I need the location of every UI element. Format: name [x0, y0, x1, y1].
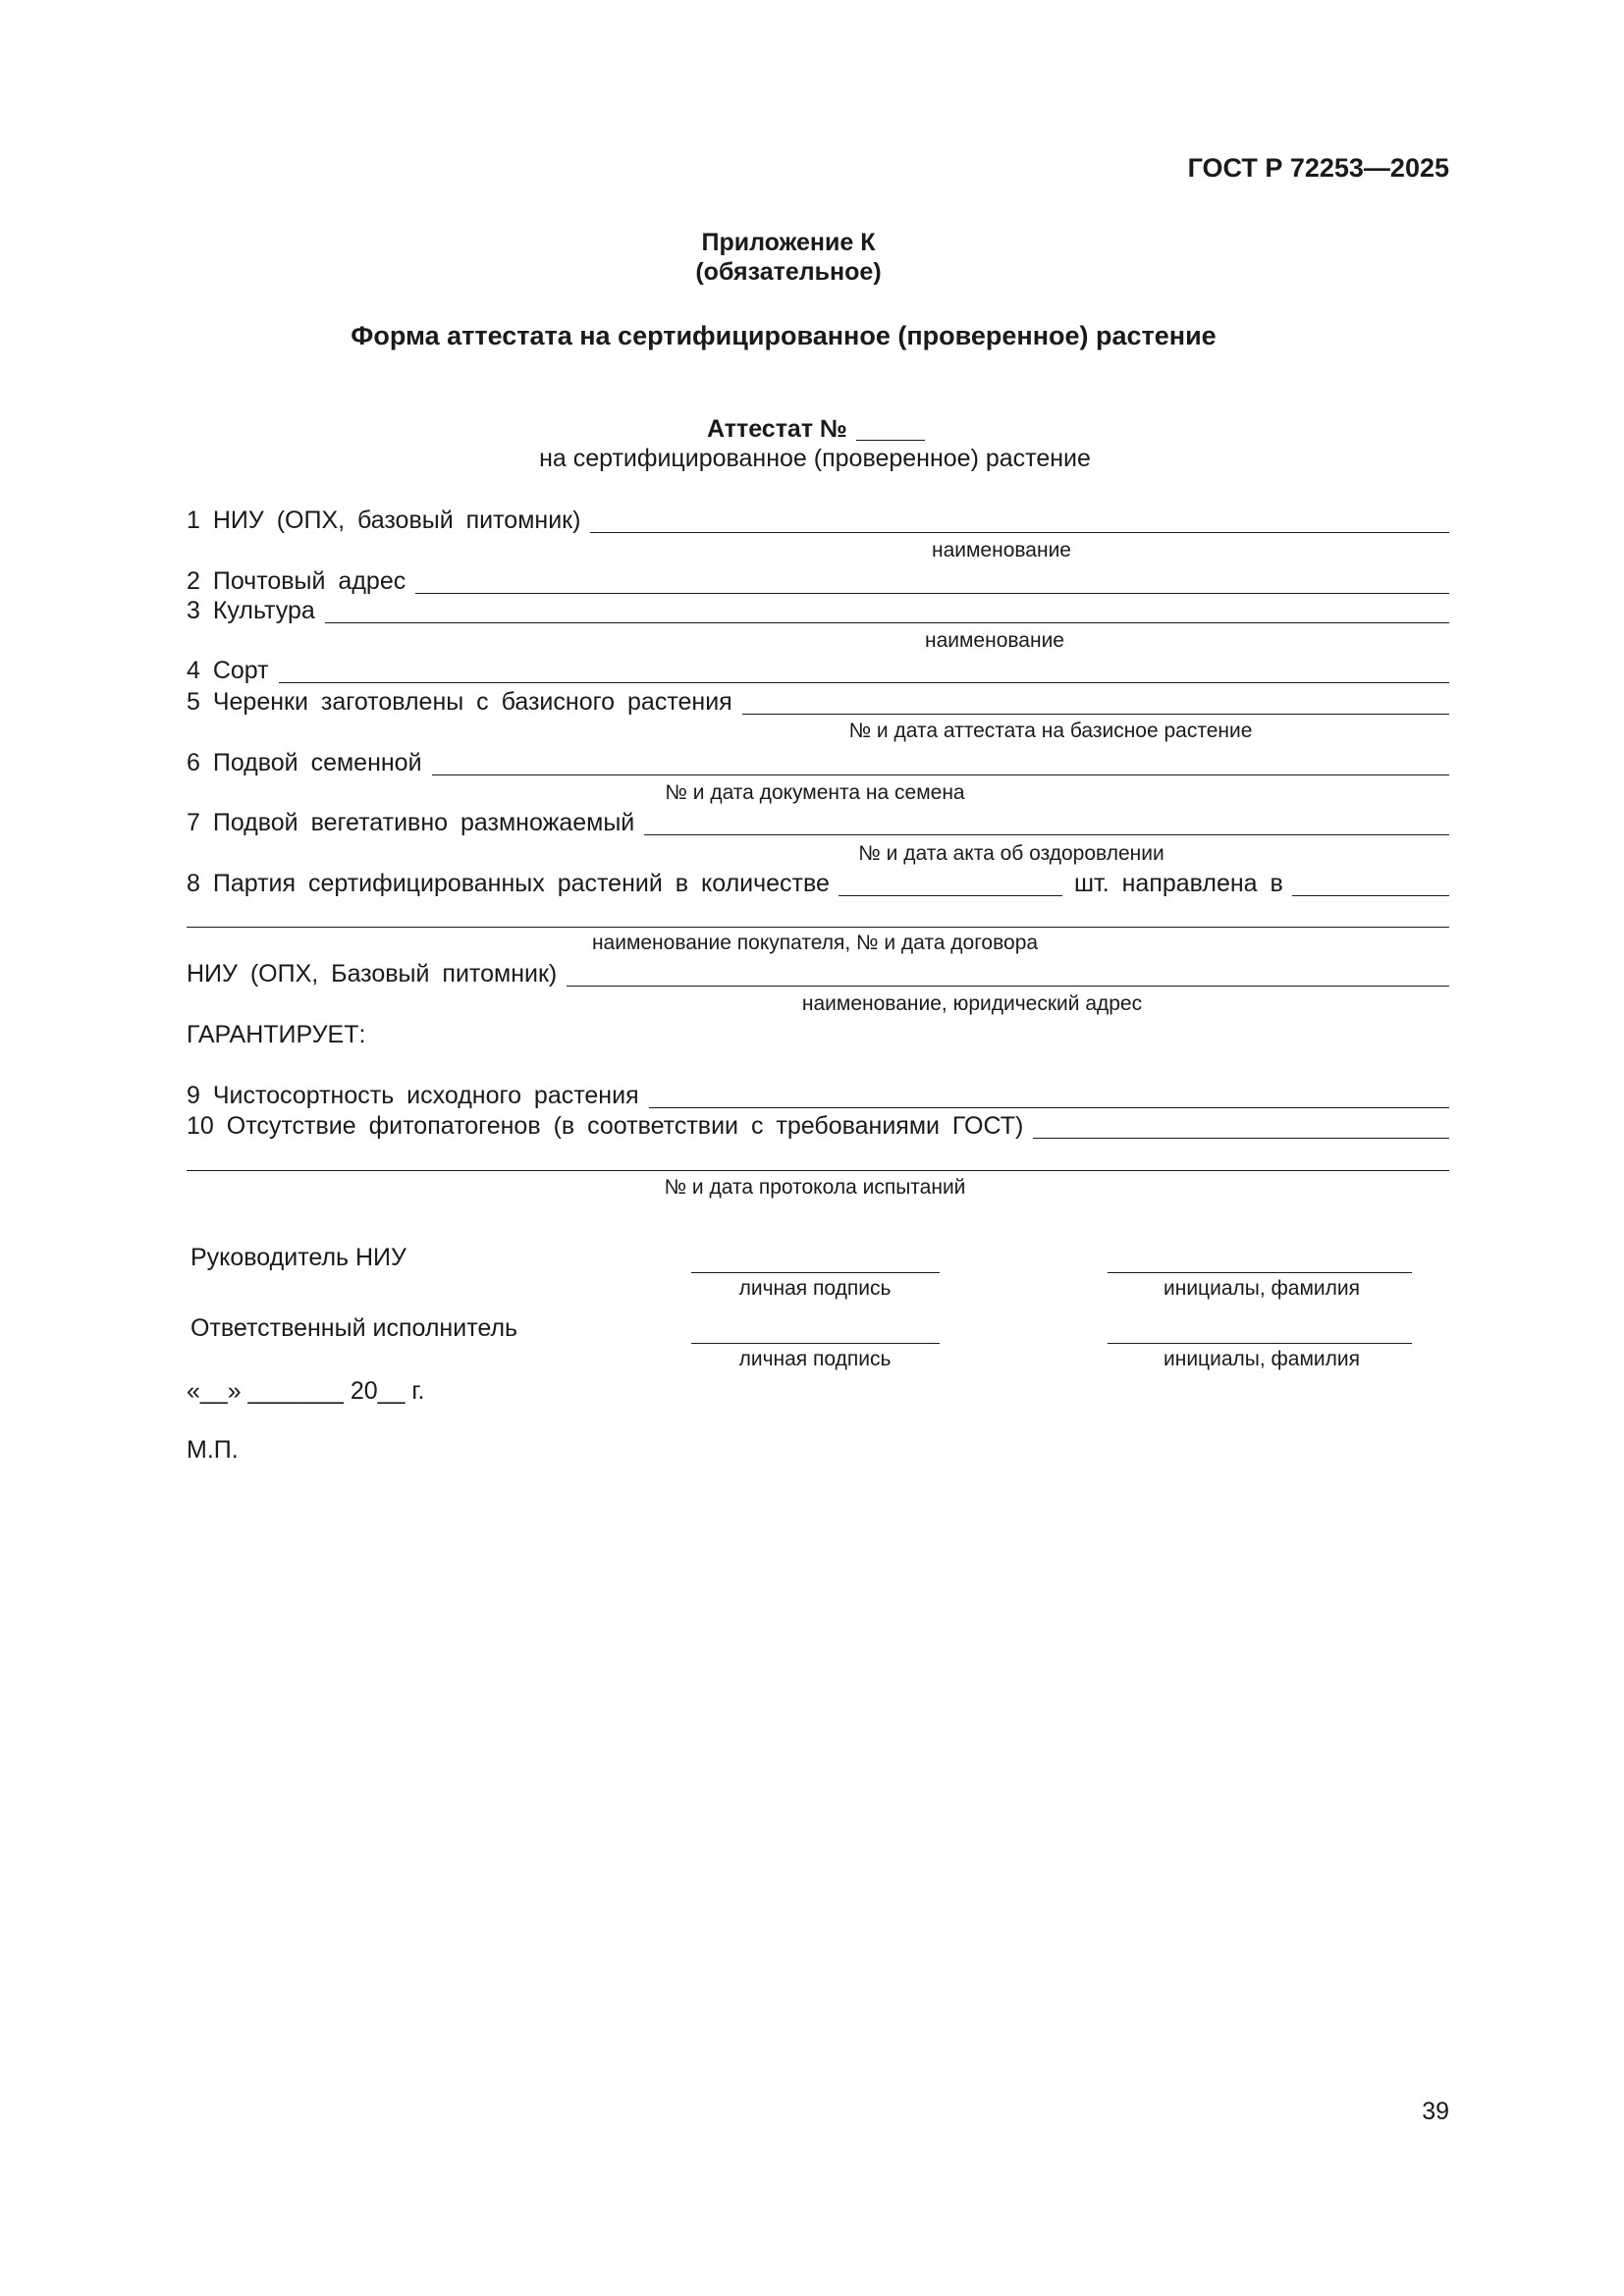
field-6-row	[187, 748, 1449, 777]
field-8-label: 8 Партия сертифицированных растений в количестве	[187, 870, 830, 897]
annex-heading: Форма аттестата на сертифицированное (проверенное) растение	[351, 321, 1217, 350]
executor-signature-line[interactable]	[691, 1343, 940, 1344]
field-3-label: 3 Культура	[187, 597, 315, 624]
field-1-row	[187, 506, 1449, 535]
field-9-label: 9 Чистосортность исходного растения	[187, 1082, 639, 1109]
field-3-row	[187, 596, 1449, 625]
certificate-number-line[interactable]	[856, 440, 925, 441]
field-8-continuation-line[interactable]	[187, 927, 1449, 928]
date-line[interactable]: «__» _______ 20__ г.	[187, 1377, 425, 1405]
annex-status: (обязательное)	[695, 258, 882, 286]
field-3-caption: наименование	[924, 629, 1064, 652]
field-6-caption: № и дата документа на семена	[665, 781, 965, 804]
field-4-input[interactable]	[279, 682, 1449, 683]
field-6-label: 6 Подвой семенной	[187, 749, 422, 776]
field-5-row	[187, 687, 1449, 717]
head-label: Руководитель НИУ	[190, 1244, 406, 1271]
page-number: 39	[1422, 2098, 1449, 2125]
field-5-caption: № и дата аттестата на базисное растение	[848, 720, 1253, 742]
field-5-label: 5 Черенки заготовлены с базисного растения	[187, 688, 732, 716]
field-7-input[interactable]	[644, 834, 1449, 835]
executor-label: Ответственный исполнитель	[190, 1314, 518, 1342]
field-9-input[interactable]	[649, 1107, 1449, 1108]
field-7-label: 7 Подвой вегетативно размножаемый	[187, 809, 635, 836]
guarantees-label: ГАРАНТИРУЕТ:	[187, 1021, 366, 1048]
field-4-row	[187, 656, 1449, 685]
field-3-input[interactable]	[325, 622, 1449, 623]
field-1-label: 1 НИУ (ОПХ, базовый питомник)	[187, 507, 581, 534]
head-signature-caption: личная подпись	[738, 1277, 892, 1300]
field-10-row	[187, 1111, 1449, 1141]
field-10-input[interactable]	[1033, 1138, 1449, 1139]
field-8-label-2: шт. направлена в	[1074, 870, 1283, 897]
field-9-row	[187, 1081, 1449, 1110]
field-8-quantity-input[interactable]	[839, 895, 1062, 896]
niu-label: НИУ (ОПХ, Базовый питомник)	[187, 960, 558, 988]
field-7-row	[187, 808, 1449, 837]
niu-input[interactable]	[567, 986, 1449, 987]
head-name-line[interactable]	[1108, 1272, 1412, 1273]
executor-name-caption: инициалы, фамилия	[1164, 1348, 1360, 1370]
field-2-row	[187, 566, 1449, 596]
field-2-input[interactable]	[415, 593, 1449, 594]
stamp-label: М.П.	[187, 1436, 239, 1464]
field-8-recipient-input[interactable]	[1292, 895, 1449, 896]
field-2-label: 2 Почтовый адрес	[187, 567, 406, 595]
field-10-label: 10 Отсутствие фитопатогенов (в соответствии с требованиями ГОСТ)	[187, 1112, 1024, 1140]
certificate-title: Аттестат №	[707, 415, 847, 443]
executor-signature-caption: личная подпись	[738, 1348, 892, 1370]
field-8-caption: наименование покупателя, № и дата договора	[591, 932, 1039, 954]
field-5-input[interactable]	[742, 714, 1449, 715]
executor-name-line[interactable]	[1108, 1343, 1412, 1344]
field-4-label: 4 Сорт	[187, 657, 269, 684]
head-name-caption: инициалы, фамилия	[1164, 1277, 1360, 1300]
field-6-input[interactable]	[432, 774, 1449, 775]
field-7-caption: № и дата акта об оздоровлении	[858, 842, 1164, 865]
niu-caption: наименование, юридический адрес	[801, 992, 1143, 1015]
head-signature-line[interactable]	[691, 1272, 940, 1273]
document-code: ГОСТ Р 72253—2025	[1187, 153, 1449, 183]
field-1-caption: наименование	[931, 539, 1071, 561]
field-10-continuation-line[interactable]	[187, 1170, 1449, 1171]
field-10-caption: № и дата протокола испытаний	[664, 1176, 966, 1199]
field-1-input[interactable]	[590, 532, 1449, 533]
niu-row	[187, 959, 1449, 988]
annex-title: Приложение К	[701, 229, 876, 256]
field-8-row	[187, 869, 1449, 898]
certificate-subtitle: на сертифицированное (проверенное) растение	[539, 445, 1091, 472]
